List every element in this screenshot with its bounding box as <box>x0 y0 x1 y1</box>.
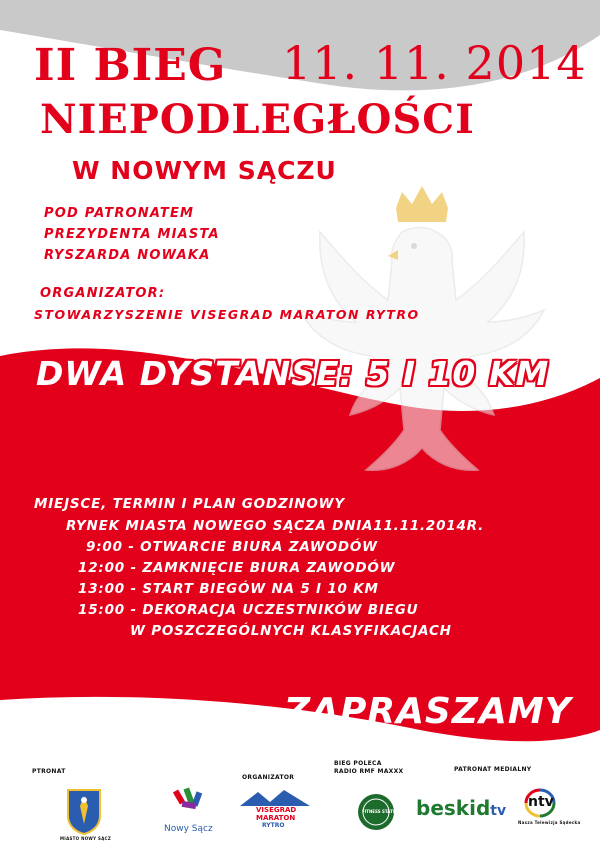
crest-icon <box>64 786 104 836</box>
registration-url[interactable]: WWW.VISEGRADMARATON.INFO <box>32 715 232 726</box>
schedule-item: 9:00 - OTWARCIE BIURA ZAWODÓW <box>86 539 378 555</box>
organizer-label: ORGANIZATOR: <box>40 286 166 301</box>
beskid-tv-text: tv <box>490 803 507 819</box>
nowy-sacz-logo-text: Nowy Sącz <box>164 824 213 834</box>
event-date: 11. 11. 2014 <box>282 36 587 90</box>
patronat-label: PTRONAT <box>32 768 66 775</box>
patronage-line-3: RYSZARDA NOWAKA <box>44 248 211 263</box>
schedule-heading: MIEJSCE, TERMIN I PLAN GODZINOWY <box>34 496 345 512</box>
organizer-name: STOWARZYSZENIE VISEGRAD MARATON RYTRO <box>34 307 420 322</box>
schedule-item: 12:00 - ZAMKNIĘCIE BIURA ZAWODÓW <box>78 560 396 576</box>
mountain-icon <box>240 788 310 808</box>
schedule-item: 15:00 - DEKORACJA UCZESTNIKÓW BIEGU <box>78 602 419 618</box>
visegrad-maraton-logo <box>240 788 310 838</box>
visegrad-logo-line: MARATON <box>256 814 296 822</box>
ntv-logo-text: ntv <box>528 794 554 810</box>
title-line-3: W NOWYM SĄCZU <box>72 156 337 185</box>
partner-label-1: BIEG POLECA <box>334 760 382 767</box>
beskid-logo-text: beskid <box>416 796 491 820</box>
patronage-line-2: PREZYDENTA MIASTA <box>44 227 220 242</box>
nowy-sacz-mark-icon <box>168 786 208 822</box>
partner-label-2: RADIO RMF MAXXX <box>334 768 404 775</box>
fitness-station-logo <box>356 792 402 832</box>
ntv-caption: Nasza Telewizja Sądecka <box>518 820 581 825</box>
schedule-item-continuation: W POSZCZEGÓLNYCH KLASYFIKACJACH <box>130 623 452 639</box>
footer-sponsors <box>0 758 600 849</box>
title-line-1: II BIEG <box>34 40 227 91</box>
patronage-line-1: POD PATRONATEM <box>44 206 195 221</box>
schedule-place: RYNEK MIASTA NOWEGO SĄCZA DNIA11.11.2014R. <box>66 518 485 534</box>
beskid-tv-logo <box>416 796 506 826</box>
ntv-logo <box>518 788 582 842</box>
title-line-2: NIEPODLEGŁOŚCI <box>40 96 475 143</box>
nowy-sacz-logo <box>160 786 216 842</box>
city-crest-logo <box>60 786 112 846</box>
visegrad-logo-line: VISEGRAD <box>256 806 297 814</box>
media-patron-label: PATRONAT MEDIALNY <box>454 766 532 773</box>
invite-text: ZAPRASZAMY <box>284 691 572 732</box>
organizer-footer-label: ORGANIZATOR <box>242 774 295 781</box>
schedule-item: 13:00 - START BIEGÓW NA 5 I 10 KM <box>78 581 379 597</box>
visegrad-logo-line: RYTRO <box>262 822 285 829</box>
fitness-logo-text: FITNESS STATION <box>362 809 402 814</box>
city-crest-caption: MIASTO NOWY SĄCZ <box>60 836 112 841</box>
registration-label: ZAPISY: <box>32 699 77 709</box>
distances-banner: DWA DYSTANSE: 5 I 10 KM <box>36 354 550 393</box>
